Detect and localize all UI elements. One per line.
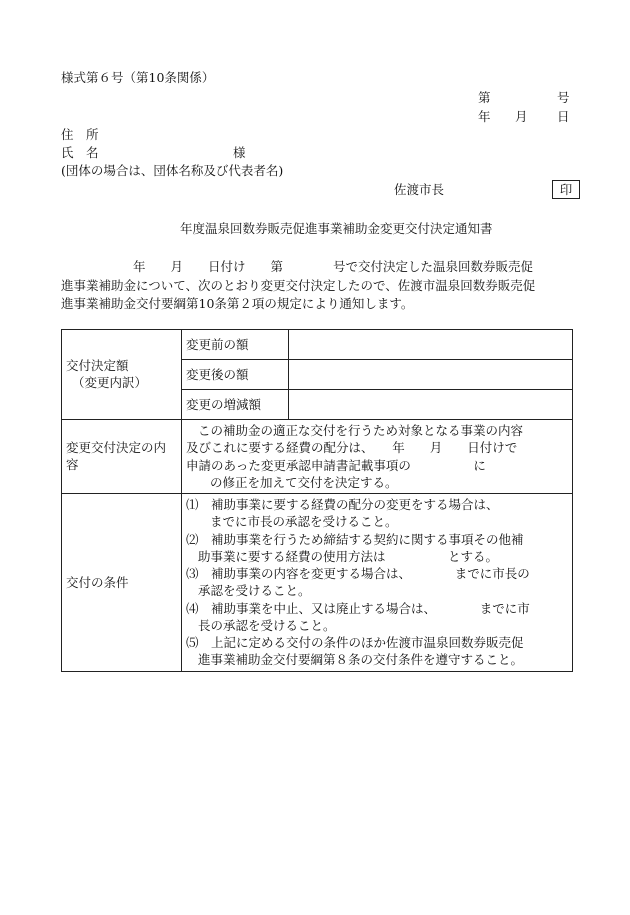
change-label-line1: 変更交付決定の内 — [66, 439, 167, 455]
document-number-prefix: 第 — [478, 90, 491, 105]
name-label: 氏 名 — [61, 145, 99, 160]
change-line: 及びこれに要する経費の配分は、 年 月 日付けで — [186, 440, 518, 456]
condition-line: 進事業補助金交付要綱第８条の交付条件を遵守すること。 — [198, 652, 524, 668]
condition-line: ⑸ 上記に定める交付の条件のほか佐渡市温泉回数券販売促 — [186, 635, 524, 650]
condition-line: ⑴ 補助事業に要する経費の配分の変更をする場合は、 — [186, 497, 499, 512]
change-label-line2: 容 — [66, 456, 79, 472]
table-row — [62, 420, 573, 494]
condition-line: 長の承認を受けること。 — [198, 617, 336, 633]
body-line-3: 進事業補助金交付要綱第10条第２項の規定により通知します。 — [61, 296, 414, 311]
condition-line: 助事業に要する経費の使用方法は とする。 — [198, 548, 499, 564]
condition-line: ⑷ 補助事業を中止、又は廃止する場合は、 までに市 — [186, 600, 530, 616]
conditions-label: 交付の条件 — [62, 494, 182, 672]
after-amount-label: 変更後の額 — [182, 360, 289, 390]
document-title: 年度温泉回数券販売促進事業補助金変更交付決定通知書 — [180, 221, 493, 236]
date-year: 年 — [478, 109, 491, 124]
diff-amount-value — [289, 390, 573, 420]
amount-label-cell — [62, 330, 182, 420]
before-amount-value — [289, 330, 573, 360]
change-line: 申請のあった変更承認申請書記載事項の に — [186, 457, 486, 473]
amount-label-line2: （変更内訳） — [72, 374, 148, 390]
date-month: 月 — [515, 109, 528, 124]
change-label-cell — [62, 420, 182, 494]
issuer-title: 佐渡市長 — [394, 182, 445, 197]
change-line: の修正を加えて交付を決定する。 — [210, 474, 398, 490]
decision-table — [61, 329, 573, 672]
address-label: 住 所 — [61, 127, 99, 142]
body-line-1: 年 月 日付け 第 号で交付決定した温泉回数券販売促 — [133, 259, 534, 274]
table-row — [62, 330, 573, 360]
date-day: 日 — [557, 109, 570, 124]
document-number-suffix: 号 — [557, 90, 570, 105]
condition-line: ⑵ 補助事業を行うため締結する契約に関する事項その他補 — [186, 531, 524, 547]
group-note: (団体の場合は、団体名称及び代表者名) — [61, 163, 284, 178]
condition-line: ⑶ 補助事業の内容を変更する場合は、 までに市長の — [186, 566, 530, 581]
honorific: 様 — [233, 145, 246, 160]
form-number-label: 様式第６号（第10条関係） — [61, 70, 215, 85]
amount-label-line1: 交付決定額 — [66, 357, 129, 373]
after-amount-value — [289, 360, 573, 390]
before-amount-label: 変更前の額 — [182, 330, 289, 360]
condition-line: までに市長の承認を受けること。 — [210, 514, 398, 530]
change-content-cell — [182, 420, 573, 494]
diff-amount-label: 変更の増減額 — [182, 390, 289, 420]
conditions-content-cell — [182, 494, 573, 672]
change-line: この補助金の適正な交付を行うため対象となる事業の内容 — [198, 423, 524, 438]
body-line-2: 進事業補助金について、次のとおり変更交付決定したので、佐渡市温泉回数券販売促 — [61, 278, 536, 293]
table-row — [62, 494, 573, 672]
seal-stamp: 印 — [552, 180, 580, 199]
condition-line: 承認を受けること。 — [198, 583, 311, 599]
